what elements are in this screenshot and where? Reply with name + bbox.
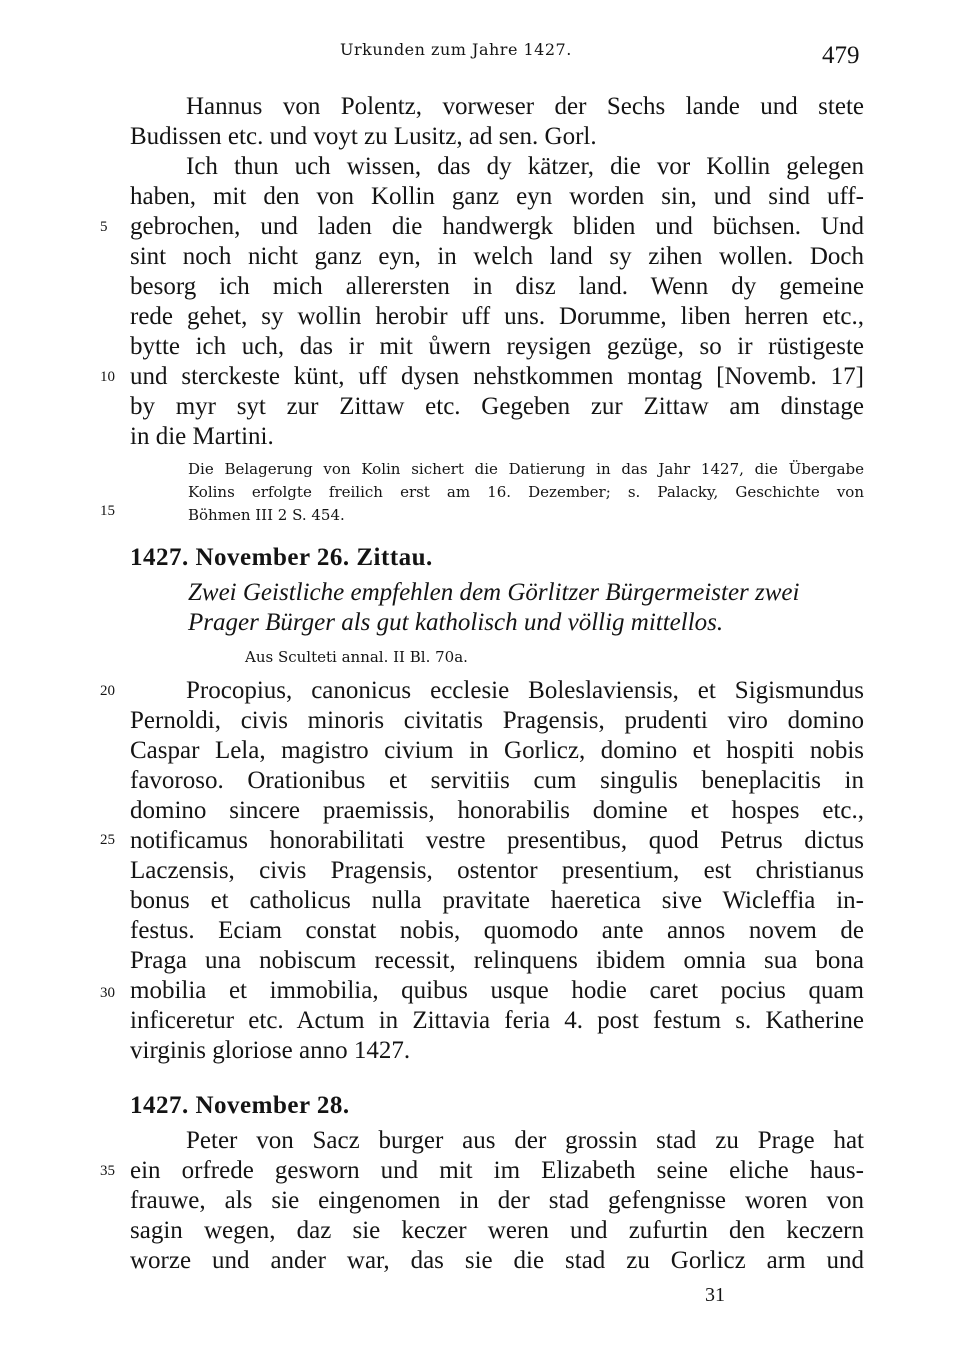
line-number: 25 xyxy=(100,832,115,848)
source-citation: Aus Sculteti annal. II Bl. 70a. xyxy=(245,648,468,666)
text-line: festus. Eciam constat nobis, quomodo ante annos novem de xyxy=(130,917,864,944)
text-line: bonus et catholicus nulla pravitate haeretica sive Wicleffia in- xyxy=(130,887,864,914)
text-line: gebrochen, und laden die handwergk bliden und büchsen. Und xyxy=(130,213,864,240)
text-line: frauwe, als sie eingenomen in der stad gefengnisse woren von xyxy=(130,1187,864,1214)
letter-2 xyxy=(130,676,864,1066)
text-line: Peter von Sacz burger aus der grossin stad zu Prage hat xyxy=(186,1127,864,1154)
text-line: domino sincere praemissis, honorabilis domine et hospes etc., xyxy=(130,797,864,824)
text-line: ein orfrede gesworn und mit im Elizabeth seine eliche haus- xyxy=(130,1157,864,1184)
text-line: notificamus honorabilitati vestre presentibus, quod Petrus dictus xyxy=(130,827,864,854)
summary-line: Prager Bürger als gut katholisch und völlig mittellos. xyxy=(188,609,724,636)
note-line: Kolins erfolgte freilich erst am 16. Dezember; s. Palacky, Geschichte von xyxy=(188,483,864,501)
text-line: rede gehet, sy wollin herobir uff uns. Dorumme, liben herren etc., xyxy=(130,303,864,330)
signature-mark: 31 xyxy=(705,1284,725,1306)
line-number: 5 xyxy=(100,219,108,235)
text-line: sagin wegen, daz sie keczer weren und zufurtin den keczern xyxy=(130,1217,864,1244)
text-line: inficeretur etc. Actum in Zittavia feria 4. post festum s. Katherine xyxy=(130,1007,864,1034)
document-heading: 1427. November 26. Zittau. xyxy=(130,544,433,571)
text-line: und sterckeste künt, uff dysen nehstkommen montag [Novemb. 17] xyxy=(130,363,864,390)
text-line: Praga una nobiscum recessit, relinquens ibidem omnia sua bona xyxy=(130,947,864,974)
line-number: 15 xyxy=(100,503,115,519)
text-line: Caspar Lela, magistro civium in Gorlicz, domino et hospiti nobis xyxy=(130,737,864,764)
text-line: favoroso. Orationibus et servitiis cum singulis beneplacitis in xyxy=(130,767,864,794)
text-line: Pernoldi, civis minoris civitatis Pragensis, prudenti viro domino xyxy=(130,707,864,734)
text-line: bytte ich uch, das ir mit ůwern reysigen gezüge, so ir rüstigeste xyxy=(130,333,864,360)
text-line: Hannus von Polentz, vorweser der Sechs lande und stete xyxy=(186,93,864,120)
text-line: by myr syt zur Zittaw etc. Gegeben zur Zittaw am dinstage xyxy=(130,393,864,420)
line-number: 30 xyxy=(100,985,115,1001)
line-number: 10 xyxy=(100,369,115,385)
note-line: Böhmen III 2 S. 454. xyxy=(188,506,345,524)
text-line: mobilia et immobilia, quibus usque hodie caret pocius quam xyxy=(130,977,864,1004)
text-line: in die Martini. xyxy=(130,423,274,450)
text-line: Laczensis, civis Pragensis, ostentor presentium, est christianus xyxy=(130,857,864,884)
letter-3 xyxy=(130,1126,864,1276)
text-line: Budissen etc. und voyt zu Lusitz, ad sen. Gorl. xyxy=(130,123,597,150)
document-heading: 1427. November 28. xyxy=(130,1092,350,1119)
text-line: sint noch nicht ganz eyn, in welch land sy zihen wollen. Doch xyxy=(130,243,864,270)
editorial-note xyxy=(188,458,864,527)
page-number: 479 xyxy=(822,42,860,69)
text-line: Ich thun uch wissen, das dy kätzer, die vor Kollin gelegen xyxy=(186,153,864,180)
letter-1 xyxy=(130,92,864,452)
running-header-title: Urkunden zum Jahre 1427. xyxy=(340,40,572,59)
line-number: 20 xyxy=(100,683,115,699)
text-line: worze und ander war, das sie die stad zu Gorlicz arm und xyxy=(130,1247,864,1274)
letter-1-text xyxy=(130,92,864,452)
text-line: Procopius, canonicus ecclesie Boleslaviensis, et Sigismundus xyxy=(186,677,864,704)
text-line: besorg ich mich allerersten in disz land. Wenn dy gemeine xyxy=(130,273,864,300)
summary-line: Zwei Geistliche empfehlen dem Görlitzer Bürgermeister zwei xyxy=(188,579,800,606)
note-line: Die Belagerung von Kolin sichert die Datierung in das Jahr 1427, die Übergabe xyxy=(188,460,864,478)
text-line: virginis gloriose anno 1427. xyxy=(130,1037,411,1064)
text-line: haben, mit den von Kollin ganz eyn worden sin, und sind uff- xyxy=(130,183,864,210)
document-summary xyxy=(188,578,864,638)
line-number: 35 xyxy=(100,1163,115,1179)
